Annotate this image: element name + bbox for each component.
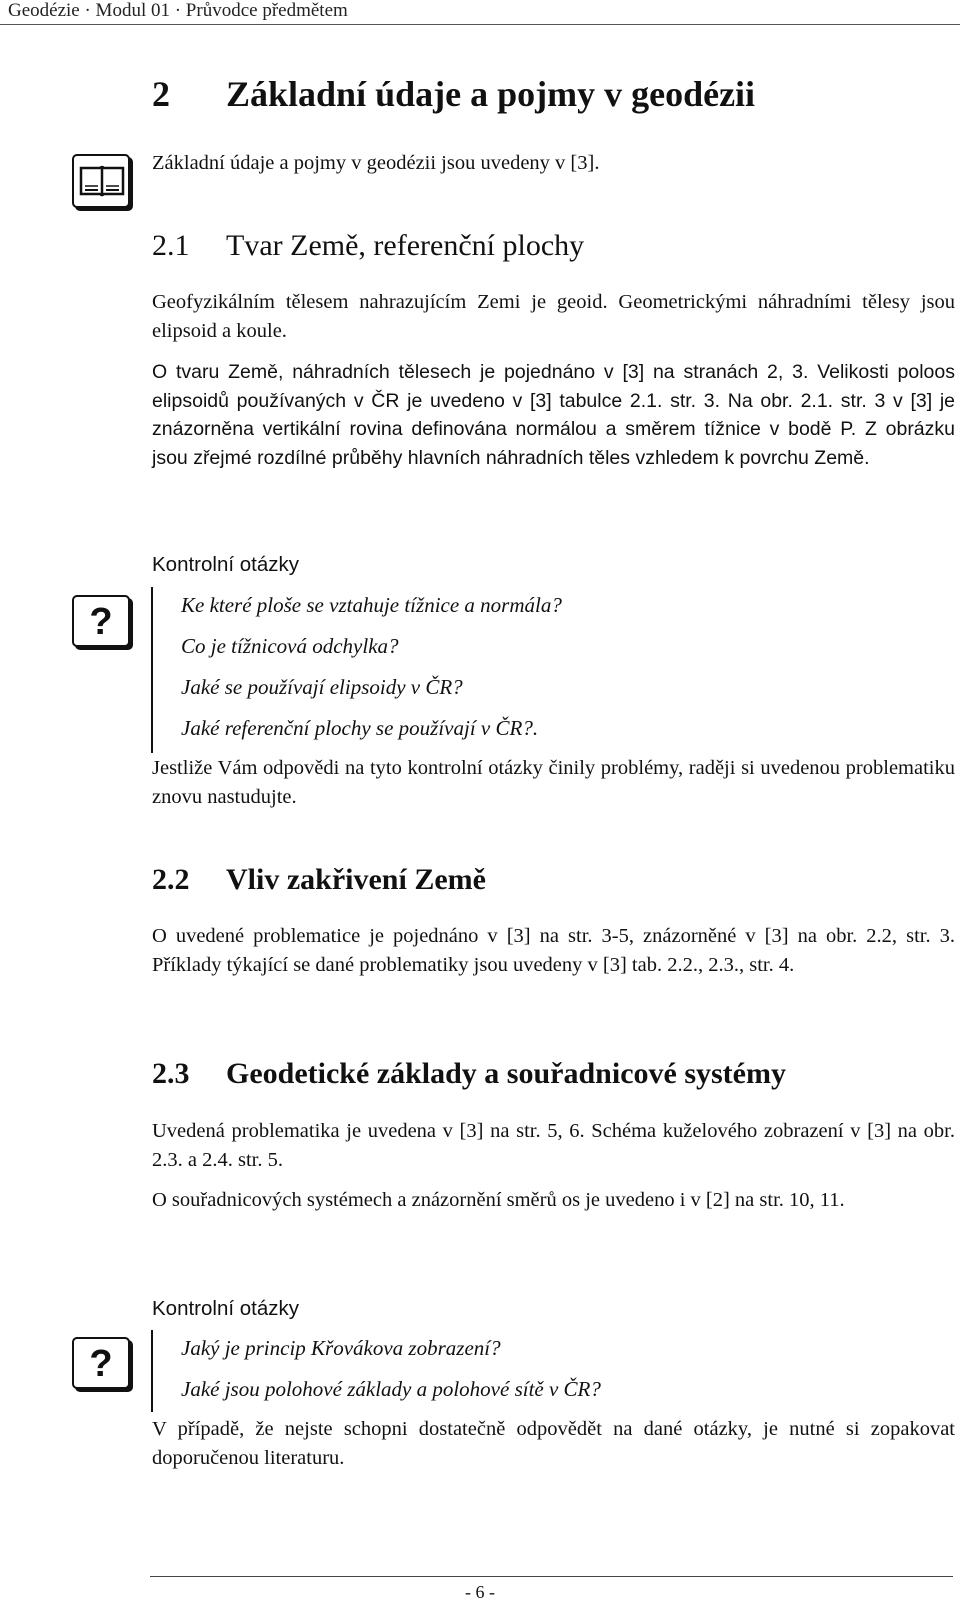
section-number: 2.1 <box>152 229 190 262</box>
section-2-1-heading <box>152 228 584 264</box>
question-glyph: ? <box>89 1343 113 1385</box>
page-number: - 6 - <box>465 1582 495 1602</box>
running-header-text: Geodézie · Modul 01 · Průvodce předmětem <box>8 0 348 21</box>
section-title: Vliv zakřivení Země <box>226 863 486 896</box>
section-2-3-heading <box>152 1056 786 1092</box>
section-number: 2.2 <box>152 863 190 896</box>
intro-text: Základní údaje a pojmy v geodézii jsou uvedeny v [3]. <box>152 152 600 174</box>
question-item: Jaké jsou polohové základy a polohové sítě v ČR? <box>181 1377 601 1401</box>
book-icon <box>72 154 130 208</box>
footer-divider <box>150 1576 953 1577</box>
section-2-2-heading <box>152 862 486 898</box>
question-icon <box>72 595 130 647</box>
chapter-number: 2 <box>152 74 170 114</box>
section-2-2-paragraph-1: O uvedené problematice je pojednáno v [3] na str. 3-5, znázorněné v [3] na obr. 2.2, str. 3. Příklady týkající se dané problematiky jsou uvedeny v [3] tab. 2.2., 2.3., str. 4. <box>152 925 955 976</box>
question-item: Jaký je princip Křovákova zobrazení? <box>181 1336 501 1360</box>
control-questions-label: Kontrolní otázky <box>152 1297 299 1320</box>
question-bar <box>151 587 153 753</box>
section-title: Tvar Země, referenční plochy <box>226 229 585 262</box>
chapter-heading <box>152 72 755 116</box>
control-questions-label: Kontrolní otázky <box>152 553 299 576</box>
running-header <box>0 0 960 25</box>
question-glyph: ? <box>89 601 113 643</box>
control-questions-list <box>181 585 562 749</box>
section-2-3-paragraph-2: O souřadnicových systémech a znázornění směrů os je uvedeno i v [2] na str. 10, 11. <box>152 1189 845 1211</box>
question-bar <box>151 1330 153 1412</box>
section-2-1-paragraph-2: O tvaru Země, náhradních tělesech je pojednáno v [3] na stranách 2, 3. Velikosti poloos elipsoidů používaných v ČR je uvedeno v [3] tabulce 2.1. str. 3. Na obr. 2.1. str. 3 v [3] je znázorněna vertikální rovina definována normálou a směrem tížnice v bodě P. Z obrázku jsou zřejmé rozdílné průběhy hlavních náhradních těles vzhledem k povrchu Země. <box>152 361 955 469</box>
question-icon <box>72 1337 130 1389</box>
control-questions-list <box>181 1328 601 1410</box>
section-number: 2.3 <box>152 1057 190 1090</box>
question-item: Ke které ploše se vztahuje tížnice a normála? <box>181 593 562 617</box>
chapter-title: Základní údaje a pojmy v geodézii <box>226 74 756 114</box>
question-item: Co je tížnicová odchylka? <box>181 634 399 658</box>
section-2-1-paragraph-1: Geofyzikálním tělesem nahrazujícím Zemi je geoid. Geometrickými náhradními tělesy jsou elipsoid a koule. <box>152 291 955 342</box>
section-2-3-after-questions: V případě, že nejste schopni dostatečně odpovědět na dané otázky, je nutné si zopakovat doporučenou literaturu. <box>152 1418 955 1469</box>
section-title: Geodetické základy a souřadnicové systémy <box>226 1057 786 1090</box>
question-item: Jaké se používají elipsoidy v ČR? <box>181 675 463 699</box>
question-item: Jaké referenční plochy se používají v ČR?. <box>181 716 539 740</box>
section-2-3-paragraph-1: Uvedená problematika je uvedena v [3] na str. 5, 6. Schéma kuželového zobrazení v [3] na obr. 2.3. a 2.4. str. 5. <box>152 1120 955 1171</box>
section-2-1-after-questions: Jestliže Vám odpovědi na tyto kontrolní otázky činily problémy, raději si uvedenou problematiku znovu nastudujte. <box>152 757 955 808</box>
